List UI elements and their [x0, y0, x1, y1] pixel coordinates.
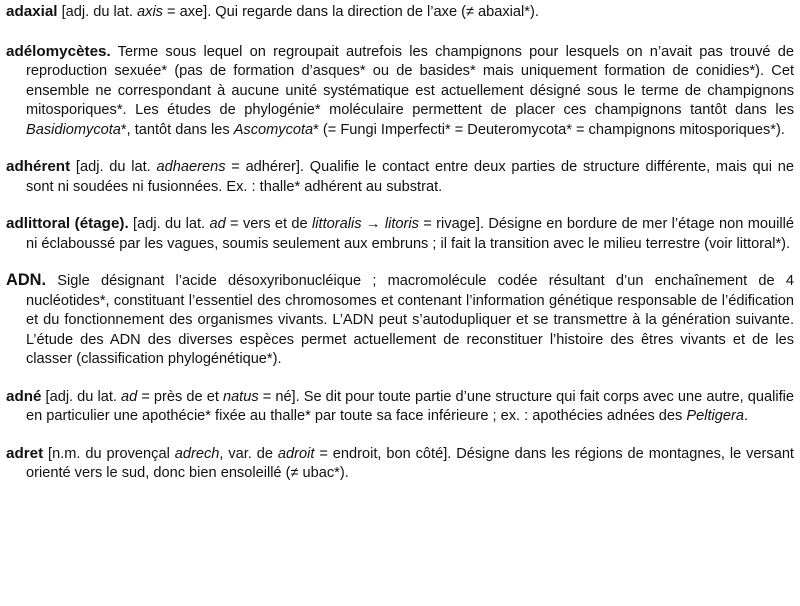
glossary-entry	[6, 387, 794, 427]
glossary-entry	[6, 444, 794, 484]
entry-definition-text: [n.m. du provençal	[43, 445, 175, 462]
glossary-entry	[6, 42, 794, 141]
entry-term: adélomycètes.	[6, 42, 111, 60]
entry-definition-text: * (= Fungi Imperfecti* = Deuteromycota* = champignons mitosporiques*).	[313, 121, 785, 138]
entry-term: ADN.	[6, 271, 47, 289]
entry-definition-text: = né]. Se dit pour toute partie d’une structure qui fait corps avec une autre, qualifie en particulier une apothécie* fixée au thalle* par toute sa face inférieure ; ex. : apothécies adnées des	[26, 388, 794, 424]
entry-definition-text: , var. de	[219, 445, 278, 462]
glossary-entry	[6, 214, 794, 254]
entry-definition-text: = axe]. Qui regarde dans la direction de l’axe (≠ abaxial*).	[162, 4, 539, 20]
entry-definition-text: →	[361, 216, 385, 232]
entry-italic-term: Basidiomycota	[26, 121, 121, 138]
entry-italic-term: adrech	[174, 445, 220, 462]
entry-definition-text: = rivage]. Désigne en bordure de mer l’étage non mouillé ni éclaboussé par les vagues, soumis seulement aux embruns ; il fait la transition avec le milieu terrestre (voir littoral*).	[26, 216, 794, 252]
entry-term: adret	[6, 444, 44, 462]
glossary-entry	[6, 157, 794, 197]
entry-term: adaxial	[6, 3, 58, 20]
entry-italic-term: Ascomycota	[233, 121, 314, 138]
entry-definition-text: [adj. du lat.	[128, 216, 210, 232]
entry-definition-text: = adhérer]. Qualifie le contact entre deux parties de structure différente, mais qui ne sont ni soudées ni fusionnées. Ex. : thalle* adhérent au substrat.	[26, 159, 794, 195]
entry-italic-term: adroit	[277, 445, 315, 462]
entry-definition-text: [adj. du lat.	[41, 388, 122, 405]
entry-italic-term: axis	[137, 4, 163, 20]
entry-definition-text: Terme sous lequel on regroupait autrefois les champignons pour lesquels on n’avait pas trouvé de reproduction sexuée* (pas de formation d’asques* ou de basides* mais uniquement formation de conidies*). Cet ensemble ne correspondant à aucune unité systématique est actuellement désigné sous le terme de champignons mitosporiques*. Les études de phylogénie* moléculaire permettent de placer ces champignons tantôt dans les	[26, 43, 794, 118]
entry-definition-text: [adj. du lat.	[70, 159, 157, 175]
entry-italic-term: natus	[222, 388, 259, 405]
entry-definition-text: = vers et de	[225, 216, 313, 232]
glossary-entry	[6, 271, 794, 370]
entry-definition-text: .	[744, 408, 749, 424]
entry-italic-term: litoris	[384, 216, 419, 232]
entry-definition-text: = endroit, bon côté]. Désigne dans les régions de montagnes, le versant orienté vers le sud, donc bien ensoleillé (≠ ubac*).	[26, 445, 794, 481]
entry-italic-term: ad	[121, 388, 138, 405]
entry-term: adné	[6, 387, 42, 405]
entry-definition-text: = près de et	[137, 388, 223, 405]
entry-italic-term: adhaerens	[156, 159, 226, 175]
entry-italic-term: ad	[209, 216, 226, 232]
glossary-entry	[6, 2, 794, 23]
entry-italic-term: littoralis	[312, 216, 362, 232]
entry-term: adlittoral (étage).	[6, 215, 129, 232]
entry-definition-text: Sigle désignant l’acide désoxyribonucléique ; macromolécule codée résultant d’un enchaînement de 4 nucléotides*, constituant l’essentiel des chromosomes et contenant l’information génétique responsable de l’édification et du fonctionnement des organismes vivants. L’ADN peut s’autodupliquer et se transmettre à la génération suivante. L’étude des ADN des diverses espèces permet actuellement de reconstituer l’histoire des êtres vivants et de les classer (classification phylogénétique*).	[26, 273, 794, 367]
entry-italic-term: Peltigera	[686, 408, 744, 424]
entry-definition-text: *, tantôt dans les	[120, 121, 234, 138]
entry-definition-text: [adj. du lat.	[57, 4, 138, 20]
entry-term: adhérent	[6, 158, 71, 175]
